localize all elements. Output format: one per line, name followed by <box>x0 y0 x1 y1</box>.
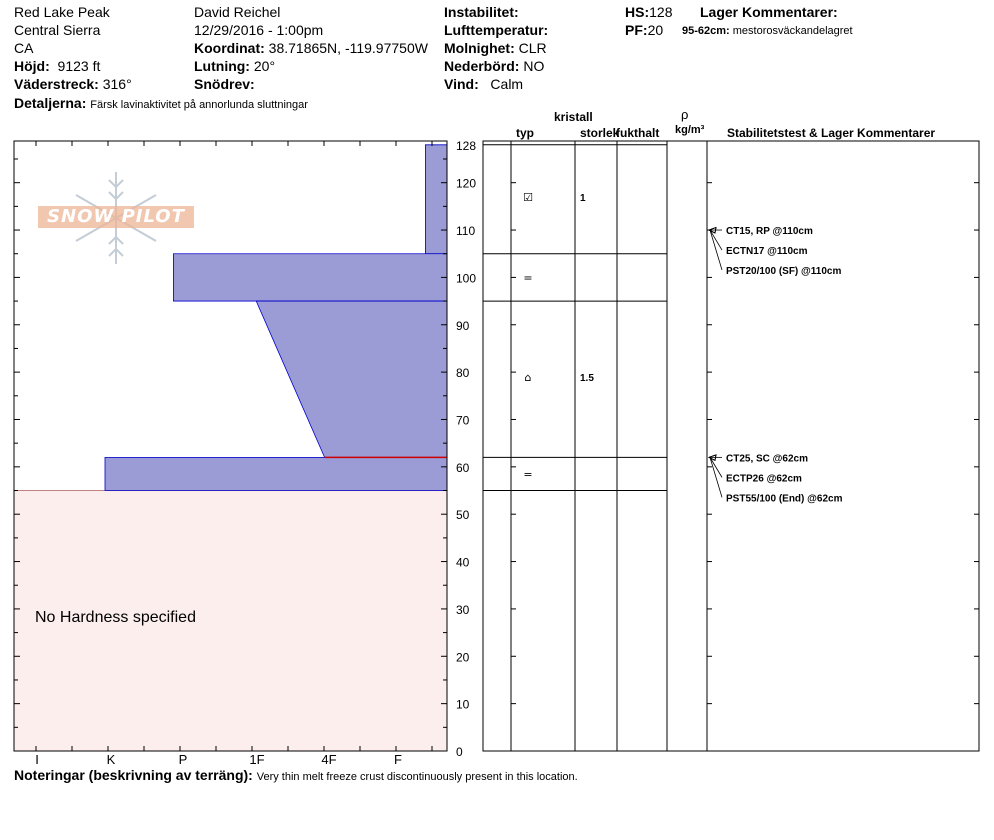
mountain-range: Central Sierra <box>14 22 101 38</box>
depth-tick-label: 90 <box>456 318 470 333</box>
notes-text: Very thin melt freeze crust discontinuously present in this location. <box>256 771 578 783</box>
notes-row <box>14 767 578 785</box>
snow-pilot-logo <box>38 168 194 270</box>
crystal-type-symbol: ☑ <box>523 190 533 204</box>
observer-name: David Reichel <box>194 4 281 20</box>
depth-tick-label: 100 <box>456 271 477 286</box>
observation-datetime: 12/29/2016 - 1:00pm <box>194 22 324 38</box>
drift-label: Snödrev: <box>194 76 255 92</box>
type-header: typ <box>516 126 534 140</box>
layer-comment-range: 95-62cm: <box>682 25 730 37</box>
stability-test-label: CT15, RP @110cm <box>726 226 813 238</box>
elevation-value: 9123 ft <box>57 58 101 74</box>
hardness-layer-2 <box>256 301 447 457</box>
depth-tick-label: 40 <box>456 555 470 570</box>
moisture-header: fukthalt <box>616 126 660 140</box>
depth-tick-label: 30 <box>456 602 470 617</box>
depth-tick-label: 80 <box>456 366 470 381</box>
elevation-label: Höjd: <box>14 58 50 74</box>
stability-arrow-line <box>710 457 722 477</box>
crystal-size-value: 1 <box>580 192 586 204</box>
hardness-tick-label: 1F <box>249 752 265 767</box>
layer-comments-title: Lager Kommentarer: <box>700 4 838 20</box>
depth-tick-label: 70 <box>456 413 470 428</box>
instability-label: Instabilitet: <box>444 4 519 20</box>
wind-value: Calm <box>490 76 524 92</box>
depth-tick-label: 20 <box>456 650 470 665</box>
crystal-type-symbol: ⌂ <box>524 370 532 384</box>
pf-label: PF: <box>625 22 648 38</box>
snow-pilot-logo-text: SNOW PILOT <box>38 206 194 228</box>
layer-comment-text: mestorosväckandelagret <box>732 25 853 37</box>
stability-test-label: PST20/100 (SF) @110cm <box>726 266 842 278</box>
hardness-layer-3 <box>105 457 447 490</box>
notes-label: Noteringar (beskrivning av terräng): <box>14 767 253 783</box>
sky-value: CLR <box>518 40 547 56</box>
stability-header: Stabilitetstest & Lager Kommentarer <box>727 126 936 140</box>
hs-value: 128 <box>649 4 673 20</box>
depth-tick-label: 60 <box>456 460 470 475</box>
slope-label: Lutning: <box>194 58 250 74</box>
crystal-type-symbol: = <box>523 467 533 481</box>
coordinate-label: Koordinat: <box>194 40 265 56</box>
precip-value: NO <box>523 58 545 74</box>
size-header: storlek <box>580 126 620 140</box>
hardness-tick-label: 4F <box>321 752 337 767</box>
location-name: Red Lake Peak <box>14 4 110 20</box>
depth-tick-label: 128 <box>456 138 477 153</box>
coordinate-value: 38.71865N, -119.97750W <box>268 40 428 56</box>
details-label: Detaljerna: <box>14 95 87 111</box>
stability-test-label: CT25, SC @62cm <box>726 453 809 465</box>
depth-tick-label: 110 <box>456 224 476 239</box>
slope-value: 20° <box>253 58 276 74</box>
stability-arrow-line <box>710 457 722 497</box>
depth-tick-label: 50 <box>456 508 470 523</box>
wind-label: Vind: <box>444 76 479 92</box>
hardness-tick-label: F <box>394 752 402 767</box>
state: CA <box>14 40 34 56</box>
pf-value: 20 <box>647 22 664 38</box>
depth-tick-label: 10 <box>456 697 470 712</box>
crystal-header: kristall <box>554 110 593 124</box>
hardness-layer-1 <box>173 254 447 301</box>
stability-test-label: ECTN17 @110cm <box>726 246 808 258</box>
density-symbol: ρ <box>681 107 689 122</box>
stability-test-label: ECTP26 @62cm <box>726 473 802 485</box>
hs-label: HS: <box>625 4 650 20</box>
hardness-layer-0 <box>425 145 447 254</box>
aspect-value: 316° <box>102 76 132 92</box>
airtemp-label: Lufttemperatur: <box>444 22 549 38</box>
sky-label: Molnighet: <box>444 40 515 56</box>
hardness-tick-label: I <box>35 752 39 767</box>
stability-arrow-line <box>710 230 722 270</box>
depth-tick-label: 120 <box>456 176 477 191</box>
stability-test-label: PST55/100 (End) @62cm <box>726 493 843 505</box>
aspect-label: Väderstreck: <box>14 76 99 92</box>
stability-arrow-line <box>710 230 722 250</box>
precip-label: Nederbörd: <box>444 58 520 74</box>
crystal-size-value: 1.5 <box>580 372 594 384</box>
hardness-tick-label: P <box>178 752 188 767</box>
crystal-type-symbol: = <box>523 271 533 285</box>
density-unit: kg/m³ <box>675 124 705 136</box>
no-hardness-message: No Hardness specified <box>35 609 196 626</box>
hardness-tick-label: K <box>106 752 116 767</box>
details-value: Färsk lavinaktivitet på annorlunda sluttningar <box>90 99 308 111</box>
depth-tick-label: 0 <box>456 745 463 759</box>
